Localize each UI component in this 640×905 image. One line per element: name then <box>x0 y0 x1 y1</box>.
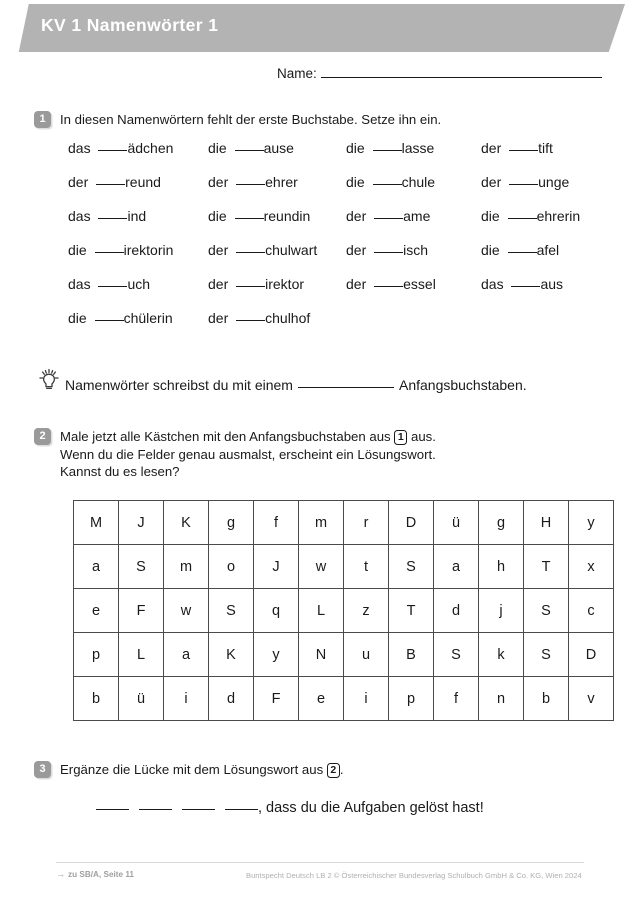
arrow-right-icon: → <box>56 869 65 879</box>
word-article: die <box>68 310 91 326</box>
letter-cell[interactable]: H <box>524 501 569 545</box>
letter-cell[interactable]: w <box>299 545 344 589</box>
word-article: der <box>481 174 506 190</box>
letter-cell[interactable]: x <box>569 545 614 589</box>
word-blank[interactable] <box>235 209 264 219</box>
task-1-badge: 1 <box>34 111 51 128</box>
letter-cell[interactable]: d <box>434 589 479 633</box>
task-3-answer-line <box>96 800 484 816</box>
word-rest: afel <box>536 242 560 258</box>
word-item[interactable] <box>68 276 208 292</box>
letter-cell[interactable]: w <box>164 589 209 633</box>
letter-cell[interactable]: S <box>119 545 164 589</box>
letter-cell[interactable]: u <box>344 633 389 677</box>
word-rest: unge <box>538 174 570 190</box>
word-rest: chülerin <box>123 310 173 326</box>
word-rest: ind <box>127 208 147 224</box>
name-input-rule[interactable] <box>321 67 602 78</box>
word-article: die <box>481 242 504 258</box>
letter-cell[interactable]: ü <box>119 677 164 721</box>
word-article: der <box>346 208 371 224</box>
word-rest: reund <box>125 174 161 190</box>
word-rest: chulhof <box>265 310 311 326</box>
word-article: der <box>346 276 371 292</box>
answer-blank[interactable] <box>96 800 129 810</box>
answer-blank[interactable] <box>139 800 172 810</box>
footer-reference <box>56 870 134 879</box>
word-rest: irektorin <box>123 242 174 258</box>
word-article: der <box>68 174 93 190</box>
word-blank[interactable] <box>511 277 540 287</box>
letter-grid-row <box>74 545 614 589</box>
letter-cell[interactable]: o <box>209 545 254 589</box>
word-item[interactable] <box>481 276 608 292</box>
letter-cell[interactable]: f <box>254 501 299 545</box>
letter-cell[interactable]: p <box>74 633 119 677</box>
word-blank[interactable] <box>373 175 402 185</box>
task-2-badge: 2 <box>34 428 51 445</box>
word-item[interactable] <box>68 310 208 326</box>
letter-cell[interactable]: D <box>389 501 434 545</box>
letter-cell[interactable]: k <box>479 633 524 677</box>
word-rest: isch <box>403 242 429 258</box>
word-item[interactable] <box>68 174 208 190</box>
letter-cell[interactable]: S <box>209 589 254 633</box>
word-blank[interactable] <box>508 209 537 219</box>
word-article: die <box>346 174 369 190</box>
word-blank[interactable] <box>374 243 403 253</box>
word-blank[interactable] <box>236 175 265 185</box>
letter-cell[interactable]: K <box>164 501 209 545</box>
letter-grid-row <box>74 633 614 677</box>
letter-cell[interactable]: g <box>479 501 524 545</box>
letter-cell[interactable]: f <box>434 677 479 721</box>
word-blank[interactable] <box>509 175 538 185</box>
letter-cell[interactable]: S <box>434 633 479 677</box>
task-1-reference-box: 1 <box>394 430 407 445</box>
tip-text <box>65 377 527 393</box>
task-2-header <box>34 428 609 481</box>
word-item[interactable] <box>68 242 208 258</box>
task-2-line-1 <box>60 429 436 444</box>
letter-cell[interactable]: a <box>434 545 479 589</box>
letter-grid-row <box>74 501 614 545</box>
word-blank[interactable] <box>374 277 403 287</box>
word-article: die <box>346 140 369 156</box>
letter-cell[interactable]: i <box>344 677 389 721</box>
word-article: das <box>68 208 95 224</box>
letter-cell[interactable]: h <box>479 545 524 589</box>
tip-text-after: Anfangsbuchstaben. <box>398 377 527 393</box>
word-item[interactable] <box>481 208 608 224</box>
footer-copyright: Buntspecht Deutsch LB 2 © Österreichischer Bundesverlag Schulbuch GmbH & Co. KG, Wien 2024 <box>246 871 582 880</box>
word-rest: ause <box>263 140 294 156</box>
word-list <box>68 140 608 326</box>
word-item[interactable] <box>481 242 608 258</box>
word-article: der <box>208 310 233 326</box>
task-3-badge: 3 <box>34 761 51 778</box>
letter-cell[interactable]: z <box>344 589 389 633</box>
letter-cell[interactable]: B <box>389 633 434 677</box>
letter-grid-row <box>74 677 614 721</box>
letter-cell[interactable]: T <box>389 589 434 633</box>
name-field[interactable] <box>277 66 602 81</box>
letter-cell[interactable]: c <box>569 589 614 633</box>
word-rest: irektor <box>265 276 305 292</box>
letter-cell[interactable]: a <box>74 545 119 589</box>
word-item[interactable] <box>208 174 346 190</box>
answer-blank[interactable] <box>182 800 215 810</box>
tip-line <box>38 366 527 393</box>
letter-cell[interactable]: q <box>254 589 299 633</box>
task-1-instruction: In diesen Namenwörtern fehlt der erste Buchstabe. Setze ihn ein. <box>60 112 442 127</box>
word-rest: chulwart <box>265 242 318 258</box>
letter-cell[interactable]: L <box>299 589 344 633</box>
word-item[interactable] <box>68 140 208 156</box>
word-article: das <box>68 276 95 292</box>
letter-cell[interactable]: S <box>524 633 569 677</box>
word-article: der <box>208 276 233 292</box>
letter-cell[interactable]: j <box>479 589 524 633</box>
word-article: der <box>346 242 371 258</box>
word-item[interactable] <box>346 174 481 190</box>
letter-cell[interactable]: e <box>74 589 119 633</box>
word-article: das <box>68 140 95 156</box>
letter-cell[interactable]: F <box>119 589 164 633</box>
word-rest: ehrerin <box>536 208 581 224</box>
word-article: die <box>208 140 231 156</box>
word-article: der <box>208 174 233 190</box>
word-rest: tift <box>538 140 553 156</box>
word-rest: uch <box>127 276 151 292</box>
letter-cell[interactable]: F <box>254 677 299 721</box>
word-blank[interactable] <box>98 209 127 219</box>
answer-blanks[interactable] <box>96 800 258 816</box>
letter-cell[interactable]: g <box>209 501 254 545</box>
tip-text-before: Namenwörter schreibst du mit einem <box>65 377 293 393</box>
word-item[interactable] <box>481 174 608 190</box>
letter-cell[interactable]: a <box>164 633 209 677</box>
letter-grid[interactable] <box>73 500 614 721</box>
letter-cell[interactable]: S <box>389 545 434 589</box>
word-blank[interactable] <box>98 141 127 151</box>
letter-cell[interactable]: L <box>119 633 164 677</box>
name-label: Name: <box>277 66 317 81</box>
word-item[interactable] <box>346 208 481 224</box>
task-2-line-3: Kannst du es lesen? <box>60 464 180 479</box>
word-article: das <box>481 276 508 292</box>
letter-cell[interactable]: m <box>164 545 209 589</box>
word-item[interactable] <box>208 242 346 258</box>
letter-cell[interactable]: K <box>209 633 254 677</box>
footer-reference-text: zu SB/A, Seite 11 <box>68 870 134 879</box>
letter-cell[interactable]: p <box>389 677 434 721</box>
lightbulb-icon <box>38 368 60 392</box>
letter-cell[interactable]: y <box>254 633 299 677</box>
task-2-reference-box: 2 <box>327 763 340 778</box>
word-article: die <box>481 208 504 224</box>
footer-divider <box>56 862 584 863</box>
word-blank[interactable] <box>236 311 265 321</box>
task-2-line1-before: Male jetzt alle Kästchen mit den Anfangsbuchstaben aus <box>60 429 391 444</box>
task-3-header <box>34 761 609 779</box>
word-blank[interactable] <box>95 311 124 321</box>
letter-cell[interactable]: M <box>74 501 119 545</box>
answer-blank[interactable] <box>225 800 258 810</box>
word-rest: ame <box>403 208 431 224</box>
letter-cell[interactable]: n <box>479 677 524 721</box>
letter-cell[interactable]: m <box>299 501 344 545</box>
word-article: die <box>208 208 231 224</box>
letter-cell[interactable]: J <box>254 545 299 589</box>
letter-cell[interactable]: e <box>299 677 344 721</box>
word-blank[interactable] <box>95 243 124 253</box>
word-item[interactable] <box>346 140 481 156</box>
page-title: KV 1 Namenwörter 1 <box>41 15 219 35</box>
letter-cell[interactable]: r <box>344 501 389 545</box>
word-blank[interactable] <box>236 277 265 287</box>
letter-cell[interactable]: b <box>74 677 119 721</box>
answer-sentence: , dass du die Aufgaben gelöst hast! <box>258 800 484 816</box>
letter-cell[interactable]: v <box>569 677 614 721</box>
word-article: der <box>481 140 506 156</box>
word-blank[interactable] <box>236 243 265 253</box>
task-3-text-before: Ergänze die Lücke mit dem Lösungswort aus <box>60 762 324 777</box>
letter-cell[interactable]: J <box>119 501 164 545</box>
word-blank[interactable] <box>509 141 538 151</box>
letter-cell[interactable]: d <box>209 677 254 721</box>
word-blank[interactable] <box>374 209 403 219</box>
word-article: der <box>208 242 233 258</box>
word-blank[interactable] <box>373 141 402 151</box>
task-1-header <box>34 111 609 129</box>
task-3-text-after: . <box>339 762 344 777</box>
word-rest: lasse <box>401 140 435 156</box>
word-blank[interactable] <box>508 243 537 253</box>
task-2-line1-after: aus. <box>410 429 436 444</box>
tip-blank[interactable] <box>298 378 394 388</box>
word-rest: chule <box>401 174 436 190</box>
header-banner <box>0 4 640 56</box>
word-rest: ehrer <box>265 174 298 190</box>
word-item[interactable] <box>208 140 346 156</box>
word-blank[interactable] <box>235 141 264 151</box>
letter-cell[interactable]: y <box>569 501 614 545</box>
letter-cell[interactable]: b <box>524 677 569 721</box>
letter-cell[interactable]: D <box>569 633 614 677</box>
word-rest: aus <box>540 276 564 292</box>
word-item[interactable] <box>208 310 346 326</box>
word-item[interactable] <box>481 140 608 156</box>
letter-cell[interactable]: i <box>164 677 209 721</box>
word-item[interactable] <box>208 276 346 292</box>
task-3-instruction <box>60 761 344 779</box>
word-item[interactable] <box>208 208 346 224</box>
word-rest: reundin <box>263 208 311 224</box>
task-2-instruction <box>60 428 436 481</box>
word-item[interactable] <box>346 242 481 258</box>
letter-cell[interactable]: N <box>299 633 344 677</box>
letter-cell[interactable]: T <box>524 545 569 589</box>
letter-cell[interactable]: S <box>524 589 569 633</box>
word-item[interactable] <box>346 276 481 292</box>
word-blank[interactable] <box>98 277 127 287</box>
letter-cell[interactable]: t <box>344 545 389 589</box>
word-article: die <box>68 242 91 258</box>
letter-grid-row <box>74 589 614 633</box>
word-rest: ädchen <box>127 140 174 156</box>
letter-cell[interactable]: ü <box>434 501 479 545</box>
word-rest: essel <box>403 276 436 292</box>
task-2-line-2: Wenn du die Felder genau ausmalst, erscheint ein Lösungswort. <box>60 446 436 462</box>
word-blank[interactable] <box>96 175 125 185</box>
word-item[interactable] <box>68 208 208 224</box>
